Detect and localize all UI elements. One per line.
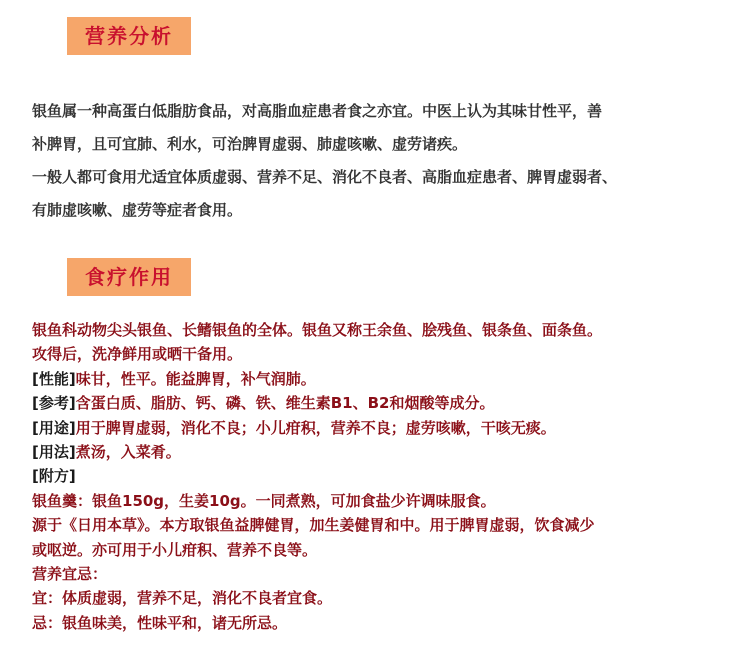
nutrition-heading: 营养分析	[67, 17, 191, 55]
usage-line	[32, 416, 744, 440]
therapy-text	[32, 318, 744, 635]
therapy-heading: 食疗作用	[67, 258, 191, 296]
avoid-line: 忌：银鱼味美，性味平和，诸无所忌。	[32, 613, 288, 632]
recipe-line: 源于《日用本草》。本方取银鱼益脾健胃，加生姜健胃和中。用于脾胃虚弱，饮食减少	[32, 516, 595, 535]
property-text: 味甘，性平。能益脾胃，补气润肺。	[75, 369, 316, 388]
nutrition-line: 补脾胃，且可宜肺、利水，可治脾胃虚弱、肺虚咳嗽、虚劳诸疾。	[32, 135, 468, 153]
suitability-title: 营养宜忌：	[32, 565, 108, 584]
suitable-line: 宜：体质虚弱，营养不足，消化不良者宜食。	[32, 589, 333, 608]
usage-text: 用于脾胃虚弱，消化不良；小儿疳积，营养不良；虚劳咳嗽，干咳无痰。	[75, 418, 556, 437]
therapy-intro-line: 银鱼科动物尖头银鱼、长鳍银鱼的全体。银鱼又称王余鱼、脍残鱼、银条鱼、面条鱼。	[32, 321, 603, 339]
formula-tag: [附方]	[32, 467, 76, 486]
method-tag: [用法]	[32, 443, 76, 462]
method-line	[32, 440, 744, 464]
method-text: 煮汤，入菜肴。	[75, 443, 181, 462]
usage-tag: [用途]	[32, 418, 76, 437]
property-line	[32, 367, 744, 391]
reference-line	[32, 391, 744, 415]
reference-text: 含蛋白质、脂肪、钙、磷、铁、维生素B1、B2和烟酸等成分。	[75, 394, 495, 413]
nutrition-line: 有肺虚咳嗽、虚劳等症者食用。	[32, 201, 243, 219]
therapy-intro-line: 攻得后，洗净鲜用或晒干备用。	[32, 345, 243, 364]
nutrition-text	[32, 95, 744, 227]
recipe-line: 银鱼羹：银鱼150g，生姜10g。一同煮熟，可加食盐少许调味服食。	[32, 491, 496, 510]
property-tag: [性能]	[32, 369, 76, 388]
reference-tag: [参考]	[32, 394, 76, 413]
nutrition-line: 银鱼属一种高蛋白低脂肪食品，对高脂血症患者食之亦宜。中医上认为其味甘性平，善	[32, 102, 603, 120]
recipe-line: 或呕逆。亦可用于小儿疳积、营养不良等。	[32, 540, 318, 559]
nutrition-line: 一般人都可食用尤适宜体质虚弱、营养不足、消化不良者、高脂血症患者、脾胃虚弱者、	[32, 168, 618, 186]
